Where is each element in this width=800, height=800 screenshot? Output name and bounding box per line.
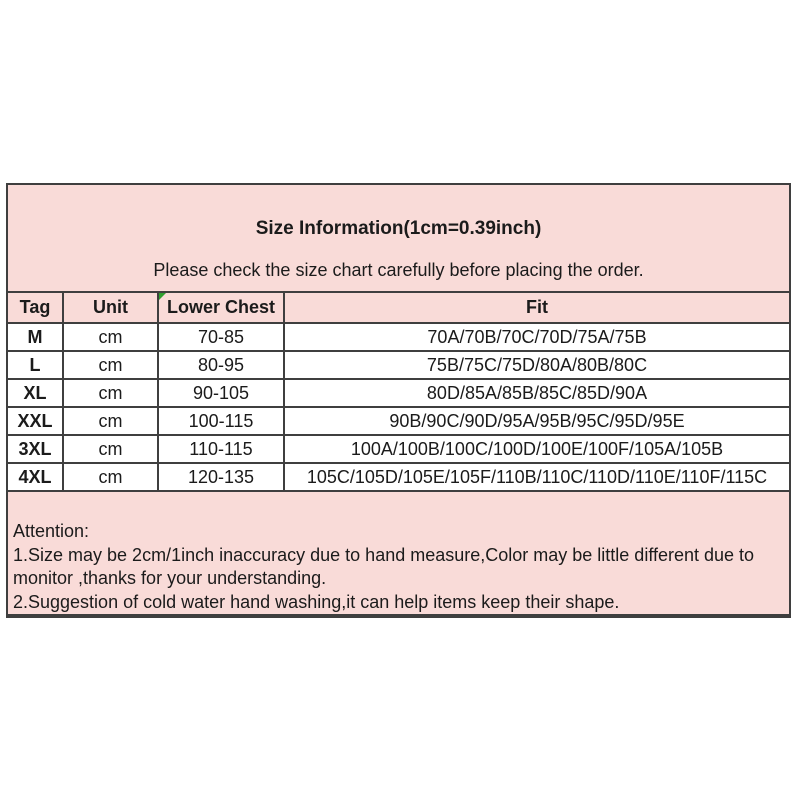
fit-cell: 80D/85A/85B/85C/85D/90A — [284, 379, 790, 407]
tag-cell: L — [7, 351, 63, 379]
attention-line: monitor ,thanks for your understanding. — [13, 568, 327, 588]
size-table-header — [7, 292, 790, 323]
fit-cell: 75B/75C/75D/80A/80B/80C — [284, 351, 790, 379]
title-box — [6, 183, 791, 291]
size-table — [6, 291, 791, 492]
table-row — [7, 407, 790, 435]
fit-cell: 70A/70B/70C/70D/75A/75B — [284, 323, 790, 351]
fit-cell: 100A/100B/100C/100D/100E/100F/105A/105B — [284, 435, 790, 463]
unit-cell: cm — [63, 379, 158, 407]
fit-cell: 90B/90C/90D/95A/95B/95C/95D/95E — [284, 407, 790, 435]
lower-chest-cell: 70-85 — [158, 323, 284, 351]
col-header-lower-chest-label: Lower Chest — [166, 297, 276, 317]
lower-chest-cell: 100-115 — [158, 407, 284, 435]
attention-box — [6, 492, 791, 618]
attention-line: 2.Suggestion of cold water hand washing,it can help items keep their shape. — [13, 591, 620, 612]
unit-cell: cm — [63, 435, 158, 463]
table-row — [7, 379, 790, 407]
header-row — [7, 292, 790, 323]
unit-cell: cm — [63, 463, 158, 491]
attention-line: 1.Size may be 2cm/1inch inaccuracy due to hand measure,Color may be little different due to — [13, 544, 755, 565]
size-table-body — [7, 323, 790, 491]
attention-heading: Attention: — [13, 521, 90, 541]
lower-chest-cell: 120-135 — [158, 463, 284, 491]
unit-cell: cm — [63, 407, 158, 435]
lower-chest-cell: 110-115 — [158, 435, 284, 463]
tag-cell: M — [7, 323, 63, 351]
col-header-tag: Tag — [7, 292, 63, 323]
tag-cell: XXL — [7, 407, 63, 435]
unit-cell: cm — [63, 351, 158, 379]
unit-cell: cm — [63, 323, 158, 351]
lower-chest-cell: 90-105 — [158, 379, 284, 407]
lower-chest-cell: 80-95 — [158, 351, 284, 379]
col-header-lower-chest — [158, 292, 284, 323]
table-row — [7, 323, 790, 351]
tag-cell: XL — [7, 379, 63, 407]
size-info-subtitle: Please check the size chart carefully before placing the order. — [153, 260, 644, 280]
col-header-fit: Fit — [284, 292, 790, 323]
tag-cell: 3XL — [7, 435, 63, 463]
table-row — [7, 435, 790, 463]
fit-cell: 105C/105D/105E/105F/110B/110C/110D/110E/110F/115C — [284, 463, 790, 491]
size-chart-panel — [6, 183, 791, 618]
size-info-title: Size Information(1cm=0.39inch) — [255, 218, 542, 239]
tag-cell: 4XL — [7, 463, 63, 491]
table-row — [7, 351, 790, 379]
col-header-unit: Unit — [63, 292, 158, 323]
table-row — [7, 463, 790, 491]
cell-corner-marker-icon — [159, 293, 166, 300]
